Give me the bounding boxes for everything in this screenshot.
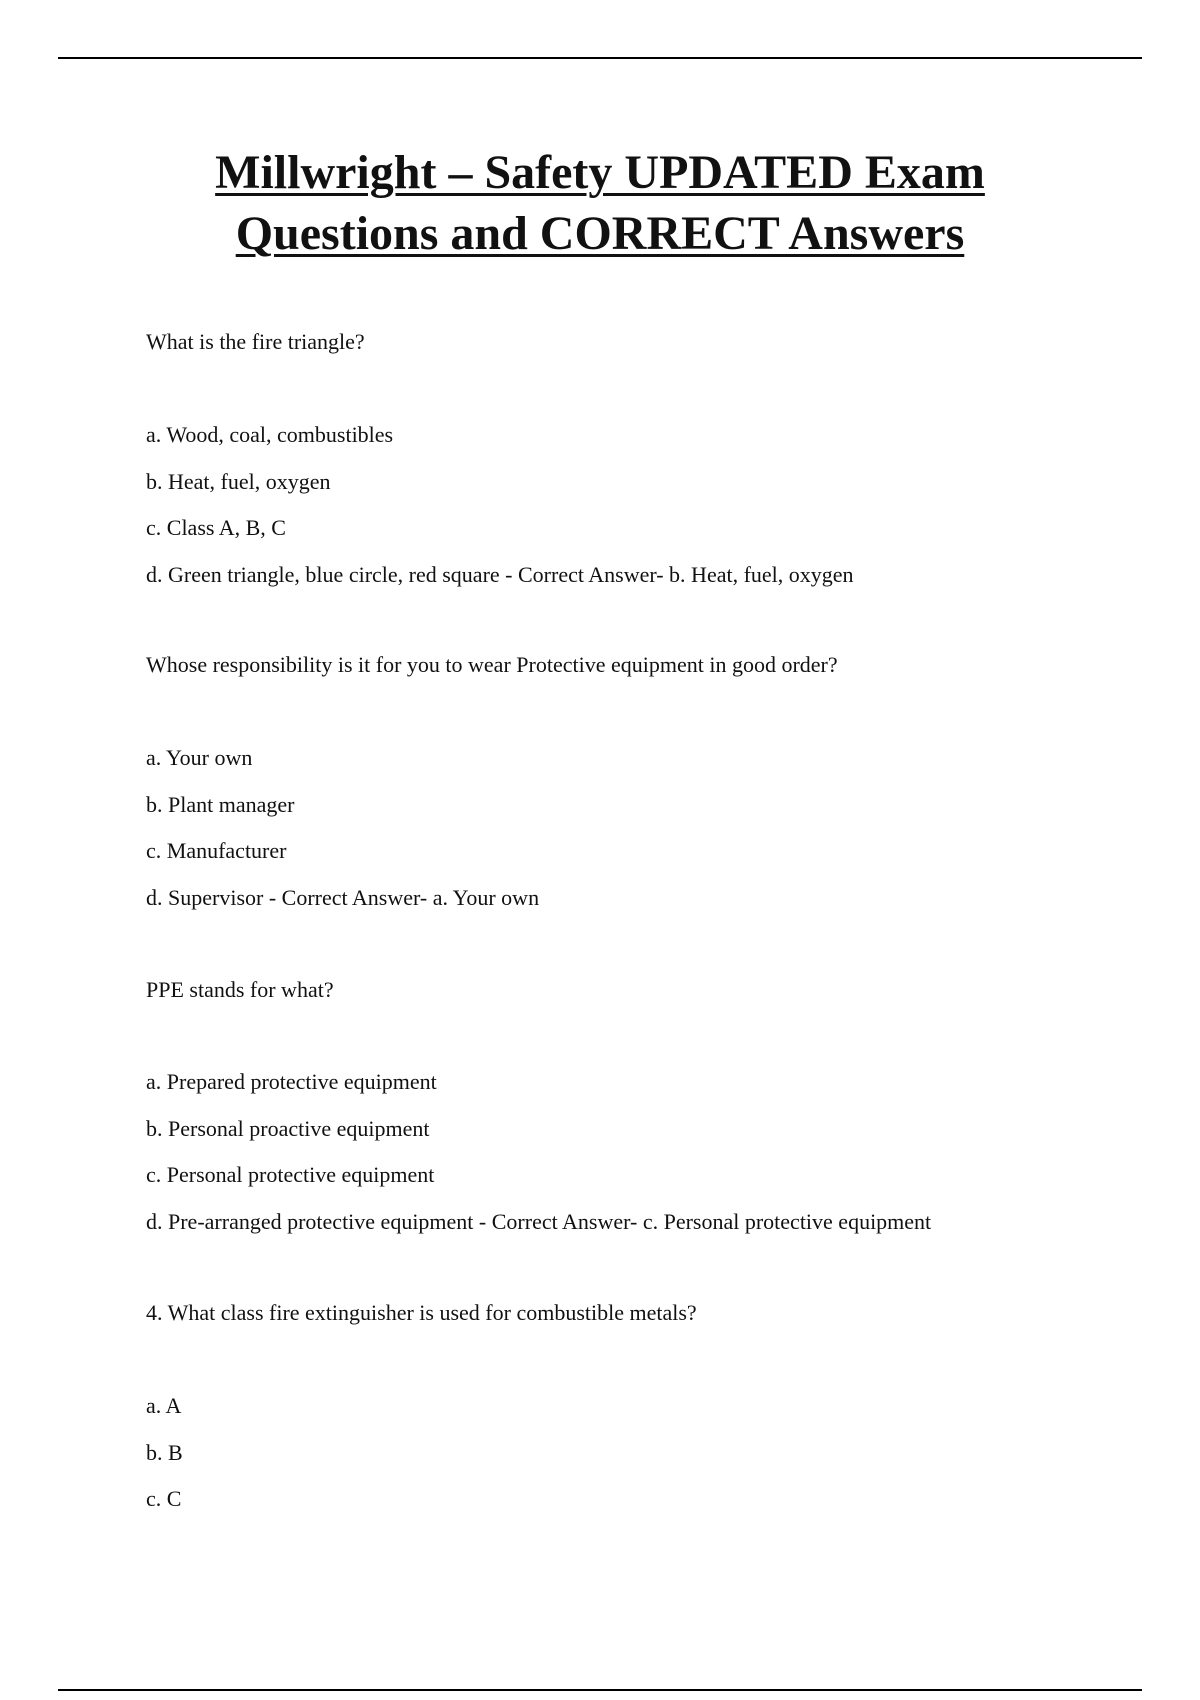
question-3-option-c: c. Personal protective equipment xyxy=(146,1162,435,1187)
question-2-option-a: a. Your own xyxy=(146,745,253,770)
question-3-option-b: b. Personal proactive equipment xyxy=(146,1115,430,1141)
question-1-option-c: c. Class A, B, C xyxy=(146,515,286,540)
question-2-option-c: c. Manufacturer xyxy=(146,838,287,863)
question-2-text: Whose responsibility is it for you to wear Protective equipment in good order? xyxy=(146,652,838,677)
document-title xyxy=(0,142,1200,264)
question-1-option-b: b. Heat, fuel, oxygen xyxy=(146,468,331,494)
title-line-1: Millwright – Safety UPDATED Exam xyxy=(215,146,985,199)
question-3-option-d: d. Pre-arranged protective equipment - Correct Answer- c. Personal protective equipment xyxy=(146,1208,932,1234)
question-1-option-d: d. Green triangle, blue circle, red square - Correct Answer- b. Heat, fuel, oxygen xyxy=(146,561,854,587)
question-4-options xyxy=(146,1393,183,1533)
question-4-option-a: a. A xyxy=(146,1393,182,1418)
question-2-option-b: b. Plant manager xyxy=(146,791,295,817)
top-rule xyxy=(58,57,1142,59)
question-3-text: PPE stands for what? xyxy=(146,977,334,1002)
title-line-2: Questions and CORRECT Answers xyxy=(235,207,965,260)
question-1-option-a: a. Wood, coal, combustibles xyxy=(146,422,394,447)
question-1-options xyxy=(146,422,854,608)
question-4-option-c: c. C xyxy=(146,1486,182,1511)
question-1-text: What is the fire triangle? xyxy=(146,329,365,354)
question-4-text: 4. What class fire extinguisher is used for combustible metals? xyxy=(146,1300,697,1325)
question-4-option-b: b. B xyxy=(146,1439,183,1465)
bottom-rule xyxy=(58,1689,1142,1691)
question-3-options xyxy=(146,1069,931,1255)
question-2-options xyxy=(146,745,539,931)
question-2-option-d: d. Supervisor - Correct Answer- a. Your own xyxy=(146,884,540,910)
question-3-option-a: a. Prepared protective equipment xyxy=(146,1069,437,1094)
